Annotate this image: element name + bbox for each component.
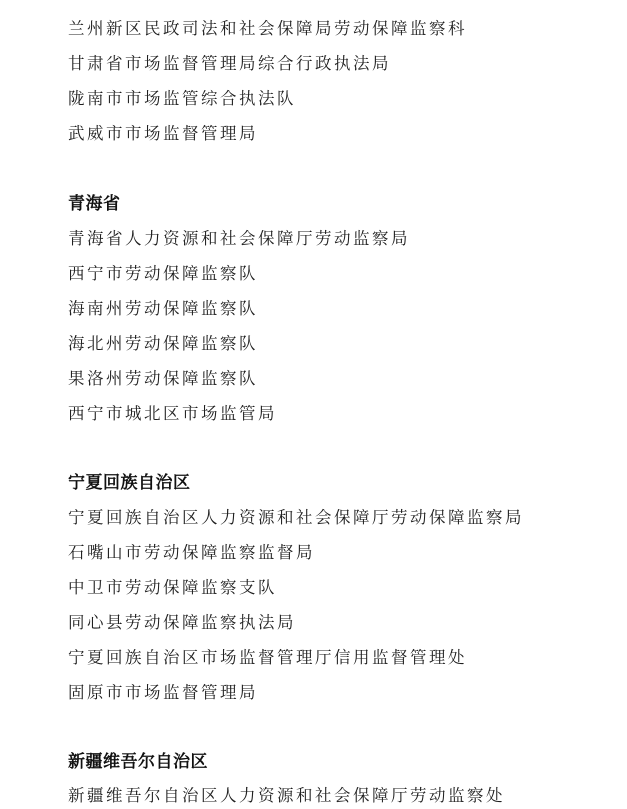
section-heading: 新疆维吾尔自治区 bbox=[68, 752, 208, 772]
list-item: 兰州新区民政司法和社会保障局劳动保障监察科 bbox=[68, 19, 467, 38]
list-item: 宁夏回族自治区市场监督管理厅信用监督管理处 bbox=[68, 648, 467, 667]
section-heading: 青海省 bbox=[68, 194, 121, 214]
list-item: 同心县劳动保障监察执法局 bbox=[68, 613, 296, 632]
list-item: 青海省人力资源和社会保障厅劳动监察局 bbox=[68, 229, 410, 248]
section-heading: 宁夏回族自治区 bbox=[68, 473, 191, 493]
list-item: 中卫市劳动保障监察支队 bbox=[68, 578, 277, 597]
list-item: 武威市市场监督管理局 bbox=[68, 124, 258, 143]
list-item: 甘肃省市场监督管理局综合行政执法局 bbox=[68, 54, 391, 73]
list-item: 固原市市场监督管理局 bbox=[68, 683, 258, 702]
list-item: 海北州劳动保障监察队 bbox=[68, 334, 258, 353]
list-item: 石嘴山市劳动保障监察监督局 bbox=[68, 543, 315, 562]
list-item: 果洛州劳动保障监察队 bbox=[68, 369, 258, 388]
list-item: 西宁市劳动保障监察队 bbox=[68, 264, 258, 283]
list-item: 陇南市市场监管综合执法队 bbox=[68, 89, 296, 108]
list-item: 西宁市城北区市场监管局 bbox=[68, 404, 277, 423]
list-item: 海南州劳动保障监察队 bbox=[68, 299, 258, 318]
list-item: 新疆维吾尔自治区人力资源和社会保障厅劳动监察处 bbox=[68, 786, 505, 805]
list-item: 宁夏回族自治区人力资源和社会保障厅劳动保障监察局 bbox=[68, 508, 524, 527]
